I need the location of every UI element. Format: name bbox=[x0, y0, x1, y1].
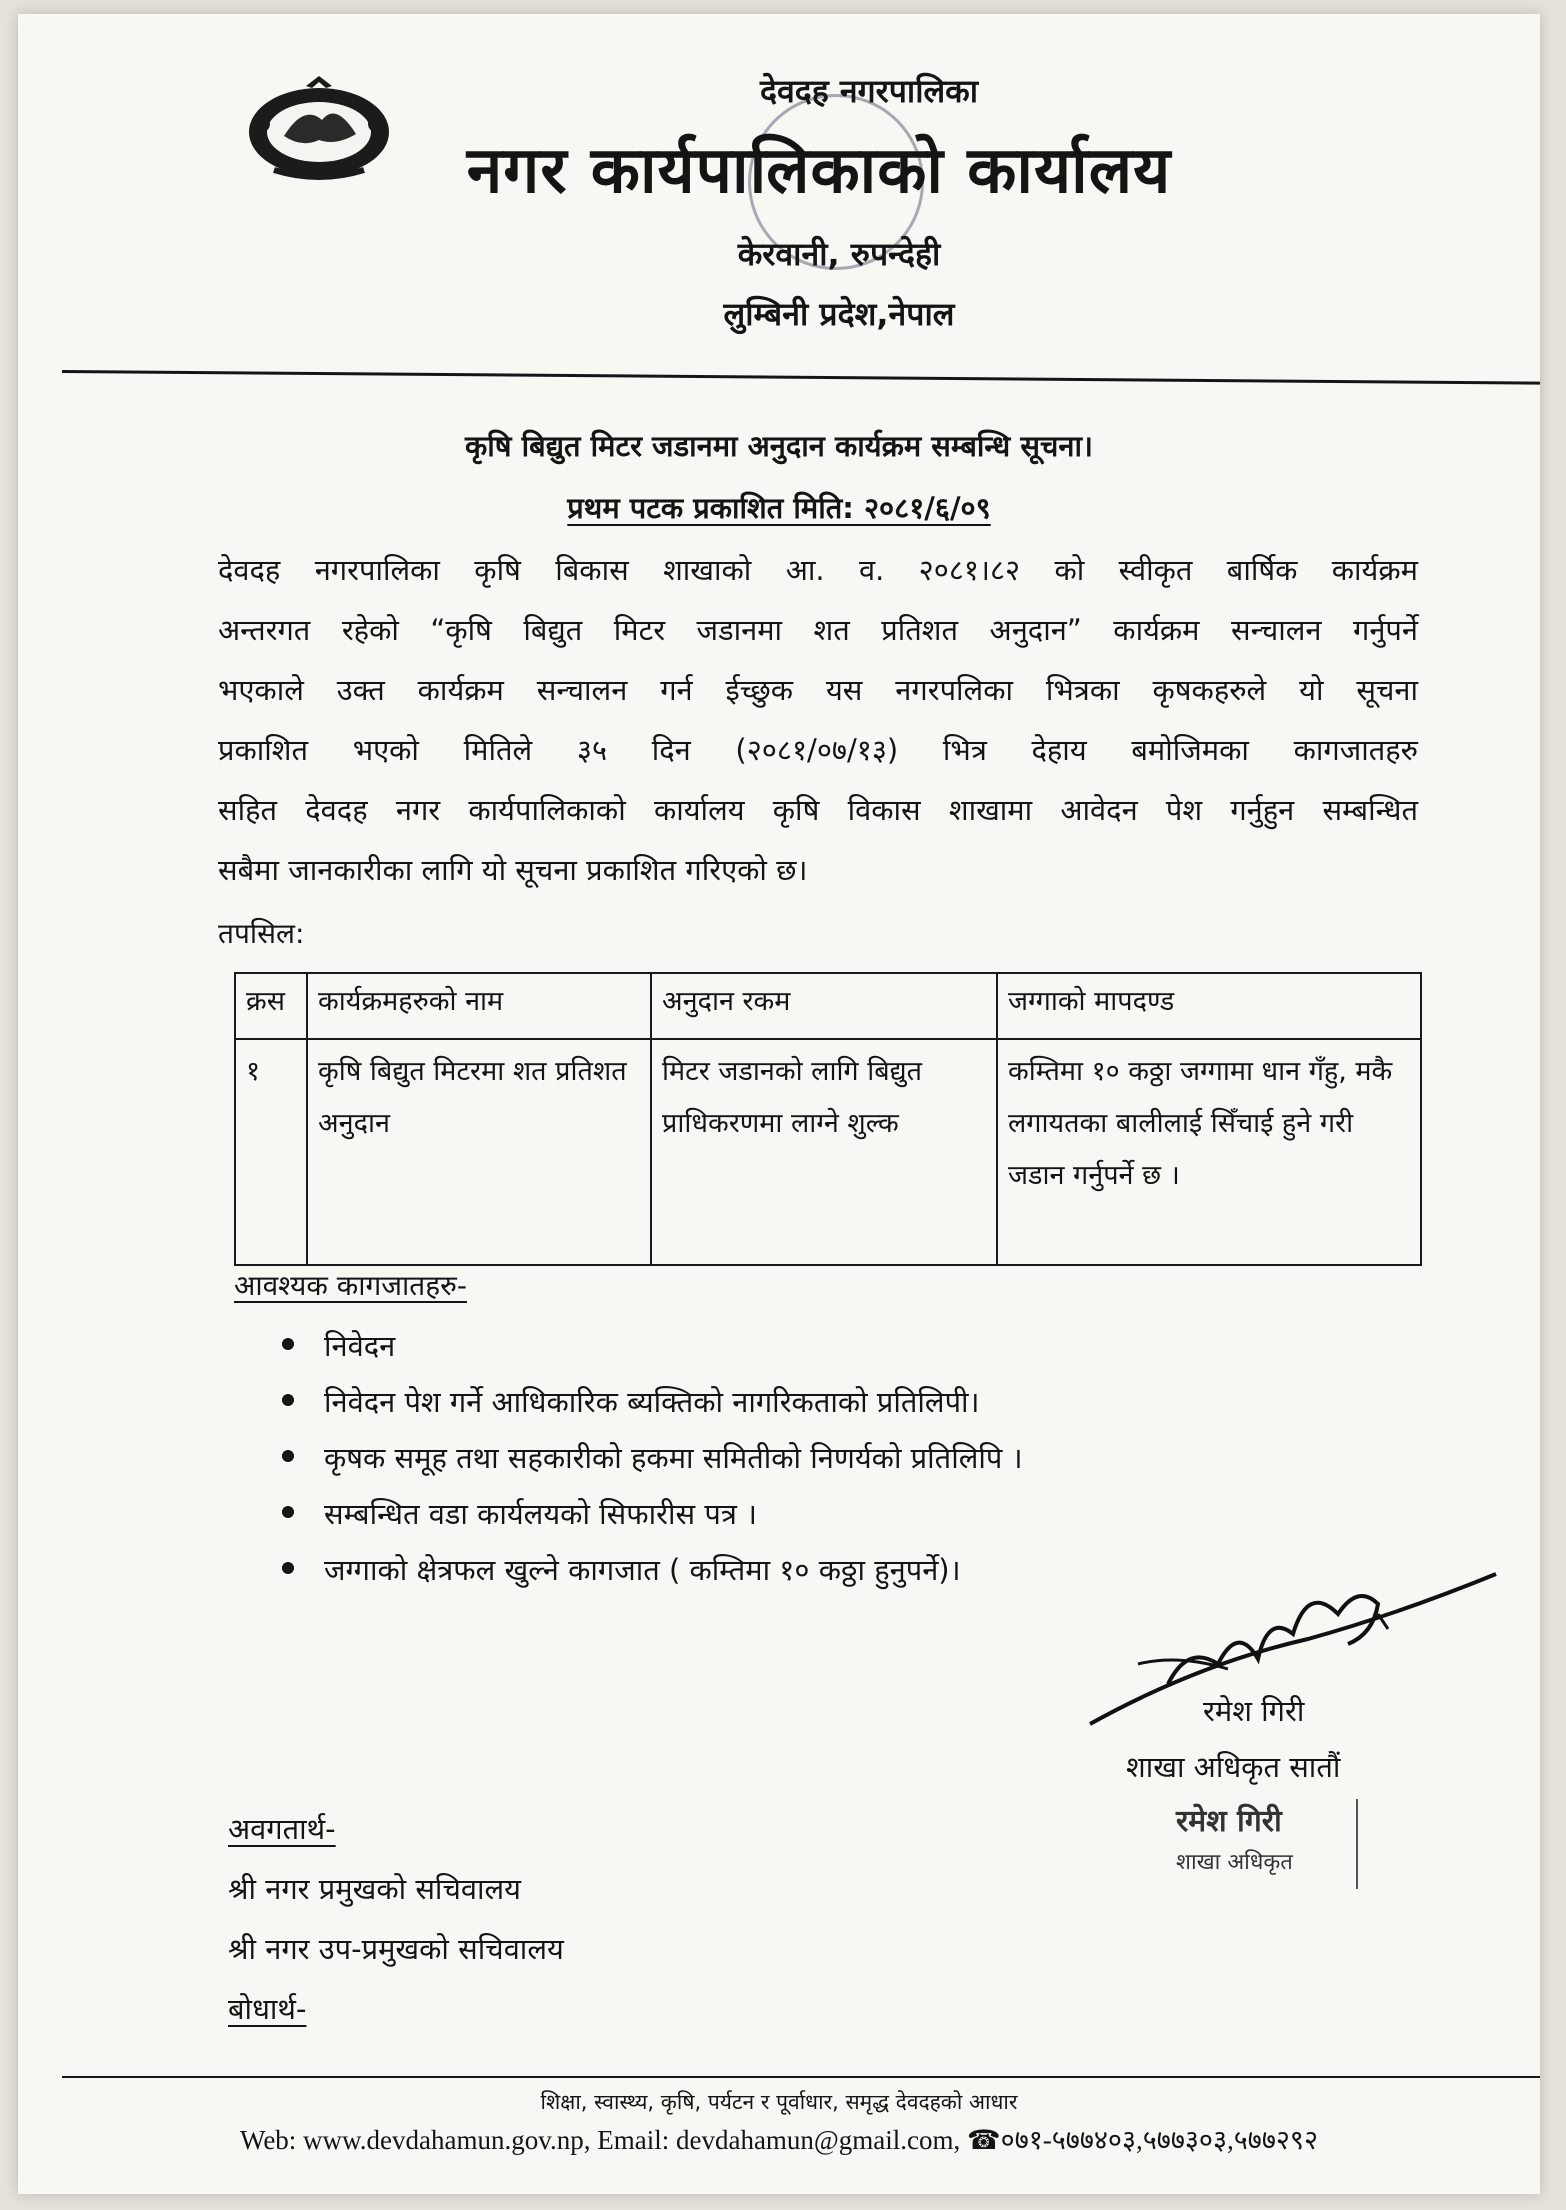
cell-grant: मिटर जडानको लागि बिद्युत प्राधिकरणमा लाग्ने शुल्क bbox=[651, 1039, 997, 1265]
stamp-name: रमेश गिरी bbox=[1176, 1804, 1282, 1839]
notice-page bbox=[18, 14, 1540, 2194]
bullet-icon bbox=[282, 1450, 294, 1462]
info-heading: बोधार्थ- bbox=[228, 1992, 307, 2026]
bullet-icon bbox=[282, 1394, 294, 1406]
body-line: सबैमा जानकारीका लागि यो सूचना प्रकाशित गरिएको छ। bbox=[218, 853, 808, 887]
office-province: लुम्बिनी प्रदेश,नेपाल bbox=[723, 295, 955, 333]
publication-date bbox=[18, 488, 1540, 527]
signatory-post: शाखा अधिकृत सातौं bbox=[1126, 1750, 1341, 1784]
office-address: केरवानी, रुपन्देही bbox=[737, 235, 941, 273]
list-item-text: जग्गाको क्षेत्रफल खुल्ने कागजात ( कम्तिमा १० कठ्ठा हुनुपर्ने)। bbox=[324, 1553, 961, 1587]
table-row bbox=[235, 1039, 1421, 1265]
bullet-icon bbox=[282, 1562, 294, 1574]
header-divider bbox=[62, 370, 1540, 385]
col-header-grant: अनुदान रकम bbox=[651, 973, 997, 1039]
body-line: सहित देवदह नगर कार्यपालिकाको कार्यालय कृषि विकास शाखामा आवेदन पेश गर्नुहुन सम्बन्धित bbox=[218, 793, 1418, 827]
list-item bbox=[268, 1492, 1023, 1548]
cc-heading: अवगतार्थ- bbox=[228, 1812, 336, 1846]
list-item-text: सम्बन्धित वडा कार्यलयको सिफारीस पत्र । bbox=[324, 1497, 758, 1531]
bullet-icon bbox=[282, 1506, 294, 1518]
signatory-stamp bbox=[1176, 1799, 1358, 1889]
cell-criteria: कम्तिमा १० कठ्ठा जग्गामा धान गँहु, मकै लगायतका बालीलाई सिँचाई हुने गरी जडान गर्नुपर्ने छ । bbox=[997, 1039, 1421, 1265]
notice-body bbox=[218, 550, 1418, 910]
bullet-icon bbox=[282, 1338, 294, 1350]
publication-date-text: प्रथम पटक प्रकाशित मिति: २०८१/६/०९ bbox=[567, 491, 991, 525]
cell-program: कृषि बिद्युत मिटरमा शत प्रतिशत अनुदान bbox=[307, 1039, 651, 1265]
notice-title: कृषि बिद्युत मिटर जडानमा अनुदान कार्यक्रम सम्बन्धि सूचना। bbox=[465, 429, 1093, 463]
cell-serial: १ bbox=[235, 1039, 307, 1265]
office-name: नगर कार्यपालिकाको कार्यालय bbox=[466, 134, 1172, 208]
body-line: भएकाले उक्त कार्यक्रम सन्चालन गर्न ईच्छुक यस नगरपलिका भित्रका कृषकहरुले यो सूचना bbox=[218, 673, 1418, 707]
footer-divider bbox=[62, 2076, 1540, 2078]
list-item bbox=[268, 1324, 1023, 1380]
municipality-name: देवदह नगरपालिका bbox=[759, 72, 979, 110]
list-item-text: निवेदन पेश गर्ने आधिकारिक ब्यक्तिको नागरिकताको प्रतिलिपी। bbox=[324, 1385, 980, 1419]
table-header-row bbox=[235, 973, 1421, 1039]
list-item-text: कृषक समूह तथा सहकारीको हकमा समितीको निणर्यको प्रतिलिपि । bbox=[324, 1441, 1023, 1475]
list-item-text: निवेदन bbox=[324, 1329, 396, 1363]
list-item bbox=[268, 1548, 1023, 1604]
body-line: देवदह नगरपालिका कृषि बिकास शाखाको आ. व. २०८१।८२ को स्वीकृत बार्षिक कार्यक्रम bbox=[218, 553, 1418, 587]
requirements-list bbox=[268, 1324, 1023, 1604]
col-header-program: कार्यक्रमहरुको नाम bbox=[307, 973, 651, 1039]
footer-slogan: शिक्षा, स्वास्थ्य, कृषि, पर्यटन र पूर्वाधार, समृद्ध देवदहको आधार bbox=[540, 2090, 1018, 2114]
program-table bbox=[234, 972, 1422, 1266]
footer-contact: Web: www.devdahamun.gov.np, Email: devdahamun@gmail.com, ☎०७१-५७७४०३,५७७३०३,५७७२९२ bbox=[240, 2125, 1318, 2155]
stamp-post: शाखा अधिकृत bbox=[1176, 1850, 1293, 1875]
details-label: तपसिल: bbox=[218, 917, 305, 950]
col-header-serial: क्रस bbox=[235, 973, 307, 1039]
list-item bbox=[268, 1380, 1023, 1436]
list-item bbox=[268, 1436, 1023, 1492]
body-line: अन्तरगत रहेको “कृषि बिद्युत मिटर जडानमा शत प्रतिशत अनुदान” कार्यक्रम सन्चालन गर्नुपर्ने bbox=[218, 613, 1418, 647]
signatory-name: रमेश गिरी bbox=[1203, 1694, 1305, 1728]
col-header-criteria: जग्गाको मापदण्ड bbox=[997, 973, 1421, 1039]
cc-item: श्री नगर प्रमुखको सचिवालय bbox=[228, 1872, 521, 1906]
requirements-heading: आवश्यक कागजातहरु- bbox=[234, 1269, 467, 1302]
cc-item: श्री नगर उप-प्रमुखको सचिवालय bbox=[228, 1932, 564, 1966]
body-line: प्रकाशित भएको मितिले ३५ दिन (२०८१/०७/१३) भित्र देहाय बमोजिमका कागजातहरु bbox=[218, 733, 1418, 767]
